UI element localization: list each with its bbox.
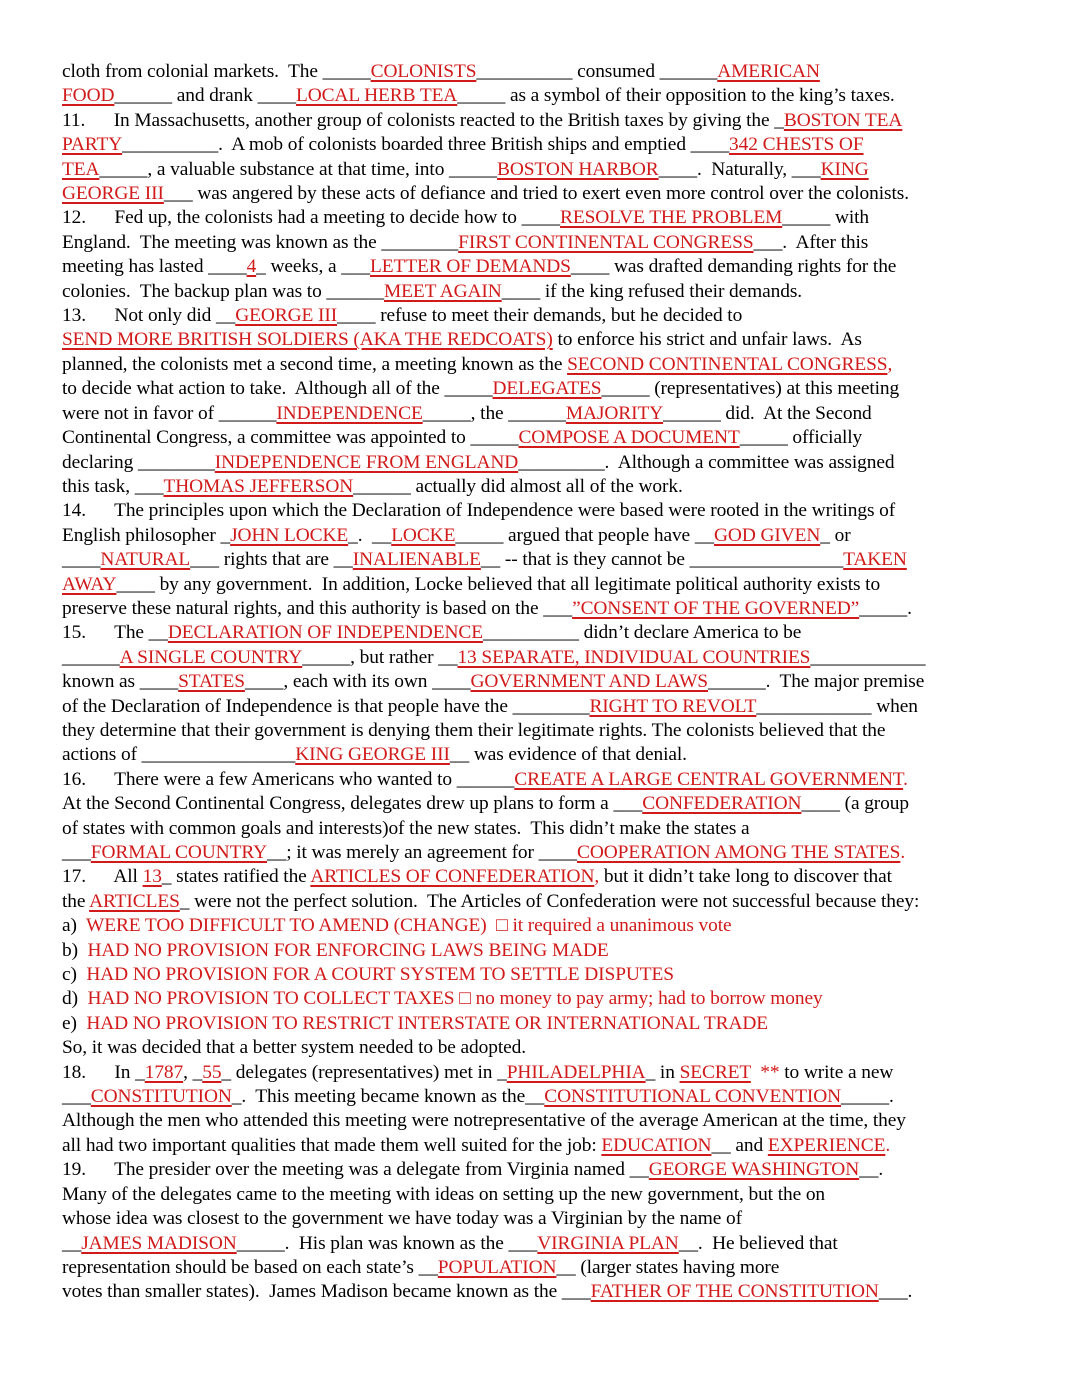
text-run: _____. His plan was known as the ___ [236, 1232, 538, 1254]
text-run: b) [62, 939, 88, 961]
text-run: _. __ [348, 524, 392, 546]
answer-text: COMPOSE A DOCUMENT [518, 427, 740, 449]
answer-text: SECOND CONTINENTAL CONGRESS [567, 353, 888, 375]
answer-text: MEET AGAIN [384, 280, 502, 302]
text-run: ____ [62, 549, 101, 571]
answer-text: , [887, 353, 893, 375]
answer-text: JOHN LOCKE [230, 524, 349, 546]
text-line [62, 573, 1020, 597]
text-run: _____, the ______ [422, 402, 566, 424]
text-run: _____, a valuable substance at that time, into _____ [99, 158, 498, 180]
text-line [62, 817, 1020, 841]
text-run: 18. In _ [62, 1061, 145, 1083]
text-run: ____, each with its own ____ [244, 671, 471, 693]
text-line [62, 60, 1020, 84]
answer-text: WERE TOO DIFFICULT TO AMEND (CHANGE) □ it required a unanimous vote [86, 915, 732, 937]
answer-text: CONSTITUTION [90, 1086, 232, 1108]
text-run: _ weeks, a ___ [256, 256, 371, 278]
text-run: all had two important qualities that made them well suited for the job: [62, 1134, 602, 1156]
worksheet-page [62, 60, 1020, 1305]
text-line [62, 158, 1020, 182]
text-run: 15. The __ [62, 622, 168, 644]
text-run: ______ did. At the Second [663, 402, 872, 424]
text-run: __ and [711, 1134, 768, 1156]
answer-text: HAD NO PROVISION FOR ENFORCING LAWS BEING MADE [87, 939, 609, 961]
answer-text: GEORGE III [62, 183, 164, 205]
text-run: __________. A mob of colonists boarded three British ships and emptied ____ [122, 134, 730, 156]
text-line [62, 1207, 1020, 1231]
text-line [62, 182, 1020, 206]
answer-text: VIRGINIA PLAN [537, 1232, 679, 1254]
text-run: a) [62, 915, 87, 937]
answer-text: POPULATION [437, 1256, 557, 1278]
text-line [62, 987, 1020, 1011]
text-run: actions of ________________ [62, 744, 296, 766]
text-run: known as ____ [62, 671, 179, 693]
text-line [62, 255, 1020, 279]
answer-text: DECLARATION OF INDEPENDENCE [167, 622, 483, 644]
text-line [62, 1061, 1020, 1085]
answer-text: BOSTON TEA [783, 109, 903, 131]
answer-text: JAMES MADISON [81, 1232, 237, 1254]
text-line [62, 377, 1020, 401]
text-run: to write a new [779, 1061, 894, 1083]
text-line [62, 548, 1020, 572]
answer-text: COLONISTS [370, 61, 477, 82]
text-run: ______ [62, 646, 120, 668]
text-run: 17. All [62, 866, 143, 888]
answer-text: DELEGATES [492, 378, 602, 400]
text-run: meeting has lasted ____ [62, 256, 247, 278]
text-run: 19. The presider over the meeting was a delegate from Virginia named __ [62, 1159, 649, 1181]
text-run: ___ [62, 842, 91, 863]
answer-text: LETTER OF DEMANDS [370, 256, 571, 278]
text-run: they determine that their government is denying them their legitimate rights. The colonists believed that the [62, 719, 886, 741]
text-line [62, 1085, 1020, 1109]
answer-text: . [900, 842, 906, 863]
text-line [62, 304, 1020, 328]
answer-text: SECRET [679, 1061, 751, 1083]
text-line [62, 792, 1020, 816]
answer-text: THOMAS JEFFERSON [163, 475, 354, 497]
text-run: d) [62, 988, 88, 1010]
text-run: 11. In Massachusetts, another group of colonists reacted to the British taxes by giving the _ [62, 109, 784, 131]
answer-text: TEA [62, 158, 100, 180]
text-run: __. He believed that [678, 1232, 838, 1254]
text-run: ______. The major premise [708, 671, 925, 693]
text-run: __; it was merely an agreement for ____ [267, 842, 578, 863]
text-run: ___ rights that are __ [190, 549, 353, 571]
answer-text: . [903, 768, 908, 790]
answer-text: GOVERNMENT AND LAWS [470, 671, 708, 693]
text-run: planned, the colonists met a second time, a meeting known as the [62, 353, 568, 375]
text-run: _ delegates (representatives) met in _ [221, 1061, 507, 1083]
answer-text: COOPERATION AMONG THE STATES [577, 842, 901, 863]
answer-text: SEND MORE BRITISH SOLDIERS (AKA THE REDCOATS) [62, 329, 553, 351]
text-line [62, 1256, 1020, 1280]
answer-text: BOSTON HARBOR [497, 158, 659, 180]
text-line [62, 84, 1020, 108]
text-line [62, 695, 1020, 719]
answer-text: GEORGE III [235, 305, 338, 327]
text-run: _ were not the perfect solution. The Articles of Confederation were not successful because they: [179, 890, 920, 912]
text-run: __ -- that is they cannot be ________________ [480, 549, 844, 571]
text-run: e) [62, 1012, 87, 1034]
text-line [62, 206, 1020, 230]
text-run: _____, but rather __ [302, 646, 458, 668]
text-run: representation should be based on each state’s __ [62, 1256, 438, 1278]
text-run: So, it was decided that a better system needed to be adopted. [62, 1037, 526, 1059]
answer-text: INALIENABLE [352, 549, 481, 571]
answer-text: RIGHT TO REVOLT [589, 695, 757, 717]
answer-text: FOOD [62, 85, 115, 107]
answer-text: ”CONSENT OF THE GOVERNED” [572, 597, 860, 619]
text-run: __ was evidence of that denial. [449, 744, 687, 766]
answer-text: LOCAL HERB TEA [295, 85, 458, 107]
answer-text: INDEPENDENCE FROM ENGLAND [214, 451, 519, 473]
text-line [62, 1109, 1020, 1133]
text-run: ______ and drank ____ [114, 85, 296, 107]
answer-text: INDEPENDENCE [276, 402, 423, 424]
text-run: were not in favor of ______ [62, 402, 277, 424]
text-run: ____. Naturally, ___ [658, 158, 821, 180]
text-run: votes than smaller states). James Madison became known as the ___ [62, 1281, 591, 1303]
text-run: declaring ________ [62, 451, 215, 473]
text-line [62, 524, 1020, 548]
text-line [62, 768, 1020, 792]
text-run: 14. The principles upon which the Declaration of Independence were based were rooted in the writings of [62, 500, 896, 522]
text-run: _____ argued that people have __ [455, 524, 715, 546]
text-line [62, 1158, 1020, 1182]
text-run: preserve these natural rights, and this authority is based on the ___ [62, 597, 573, 619]
text-line [62, 914, 1020, 938]
text-run: __. [859, 1159, 884, 1181]
answer-text: . [885, 1134, 891, 1156]
answer-text: 4 [246, 256, 257, 278]
answer-text: 1787 [144, 1061, 184, 1083]
answer-text: ARTICLES OF CONFEDERATION [310, 866, 595, 888]
text-run: colonies. The backup plan was to ______ [62, 280, 384, 302]
text-run: but it didn’t take long to discover that [599, 866, 892, 888]
text-line [62, 328, 1020, 352]
text-run: ___. [878, 1281, 913, 1303]
text-run: of states with common goals and interests)of the new states. This didn’t make the states a [62, 817, 750, 839]
text-run: 16. There were a few Americans who wanted to ______ [62, 768, 515, 790]
text-run: 13. Not only did __ [62, 305, 236, 327]
text-run: , _ [183, 1061, 203, 1083]
text-run: ____ was drafted demanding rights for the [570, 256, 897, 278]
answer-text: CONFEDERATION [642, 793, 802, 815]
text-run: _________. Although a committee was assigned [518, 451, 895, 473]
text-run: _____ as a symbol of their opposition to the king’s taxes. [457, 85, 895, 107]
text-run: At the Second Continental Congress, delegates drew up plans to form a ___ [62, 793, 643, 815]
answer-text: LOCKE [391, 524, 456, 546]
answer-text: GOD GIVEN [714, 524, 821, 546]
answer-text: EXPERIENCE [767, 1134, 886, 1156]
answer-text: A SINGLE COUNTRY [119, 646, 303, 668]
text-run: whose idea was closest to the government we have today was a Virginian by the name of [62, 1208, 742, 1230]
answer-text: ** [750, 1061, 780, 1083]
answer-text: GEORGE WASHINGTON [648, 1159, 860, 1181]
text-run: _. This meeting became known as the__ [231, 1086, 545, 1108]
text-line [62, 743, 1020, 767]
answer-text: RESOLVE THE PROBLEM [560, 207, 783, 229]
answer-text: 342 CHESTS OF [729, 134, 864, 156]
answer-text: HAD NO PROVISION FOR A COURT SYSTEM TO SETTLE DISPUTES [86, 964, 674, 986]
text-run: _ or [820, 524, 851, 546]
text-line [62, 865, 1020, 889]
text-run: _____ officially [739, 427, 863, 449]
text-line [62, 475, 1020, 499]
answer-text: HAD NO PROVISION TO COLLECT TAXES □ no money to pay army; had to borrow money [87, 988, 823, 1010]
text-line [62, 109, 1020, 133]
answer-text: PARTY [62, 134, 123, 156]
text-line [62, 353, 1020, 377]
answer-text: FIRST CONTINENTAL CONGRESS [458, 231, 754, 253]
text-run: __________ didn’t declare America to be [482, 622, 802, 644]
answer-text: 13 SEPARATE, INDIVIDUAL COUNTRIES [457, 646, 811, 668]
text-run: ___ [62, 1086, 91, 1108]
text-line [62, 646, 1020, 670]
answer-text: CREATE A LARGE CENTRAL GOVERNMENT [514, 768, 904, 790]
text-run: ____________ when [756, 695, 918, 717]
text-run: Many of the delegates came to the meeting with ideas on setting up the new government, but the on [62, 1183, 826, 1205]
text-line [62, 231, 1020, 255]
text-run: Continental Congress, a committee was appointed to _____ [62, 427, 519, 449]
text-line [62, 939, 1020, 963]
answer-text: FATHER OF THE CONSTITUTION [590, 1281, 879, 1303]
answer-text: , [594, 866, 600, 888]
text-line [62, 280, 1020, 304]
text-run: of the Declaration of Independence is that people have the ________ [62, 695, 590, 717]
text-line [62, 963, 1020, 987]
answer-text: KING [820, 158, 869, 180]
text-run: the [62, 890, 90, 912]
text-line [62, 841, 1020, 865]
answer-text: 55 [202, 1061, 222, 1083]
answer-text: TAKEN [843, 549, 907, 571]
text-line [62, 670, 1020, 694]
text-run: England. The meeting was known as the ________ [62, 231, 459, 253]
answer-text: PHILADELPHIA [506, 1061, 646, 1083]
text-run: this task, ___ [62, 475, 164, 497]
text-run: ____ refuse to meet their demands, but he decided to [337, 305, 743, 327]
text-run: _ states ratified the [161, 866, 311, 888]
answer-text: CONSTITUTIONAL CONVENTION [544, 1086, 842, 1108]
answer-text: KING GEORGE III [295, 744, 450, 766]
text-line [62, 499, 1020, 523]
text-line [62, 621, 1020, 645]
answer-text: EDUCATION [601, 1134, 712, 1156]
text-line [62, 719, 1020, 743]
text-run: _ in [645, 1061, 680, 1083]
text-line [62, 1134, 1020, 1158]
text-run: to decide what action to take. Although all of the _____ [62, 378, 493, 400]
text-run: ____ by any government. In addition, Locke believed that all legitimate political authority exists to [116, 573, 881, 595]
text-run: _____ with [782, 207, 870, 229]
answer-text: HAD NO PROVISION TO RESTRICT INTERSTATE OR INTERNATIONAL TRADE [86, 1012, 769, 1034]
text-run: ____________ [810, 646, 926, 668]
answer-text: AWAY [62, 573, 117, 595]
answer-text: ARTICLES [89, 890, 180, 912]
text-run: ___ was angered by these acts of defiance and tried to exert even more control over the colonists. [163, 183, 909, 205]
text-run: to enforce his strict and unfair laws. As [552, 329, 862, 351]
text-run: 12. Fed up, the colonists had a meeting to decide how to ____ [62, 207, 561, 229]
text-run: __ [62, 1232, 82, 1254]
text-line [62, 1012, 1020, 1036]
text-run: _____. [859, 597, 912, 619]
text-run: cloth from colonial markets. The _____ [62, 61, 371, 82]
text-line [62, 1232, 1020, 1256]
text-run: __________ consumed ______ [476, 61, 718, 82]
text-run: Although the men who attended this meeting were notrepresentative of the average American at the time, they [62, 1110, 906, 1132]
text-run: English philosopher _ [62, 524, 231, 546]
text-line [62, 597, 1020, 621]
text-line [62, 133, 1020, 157]
text-line [62, 402, 1020, 426]
answer-text: MAJORITY [565, 402, 664, 424]
text-line [62, 426, 1020, 450]
answer-text: 13 [142, 866, 162, 888]
text-line [62, 1183, 1020, 1207]
text-run: ____ (a group [801, 793, 909, 815]
text-run: c) [62, 964, 87, 986]
text-line [62, 890, 1020, 914]
text-run: ____ if the king refused their demands. [501, 280, 803, 302]
answer-text: STATES [178, 671, 245, 693]
text-run: _____. [841, 1086, 894, 1108]
text-line [62, 451, 1020, 475]
text-line [62, 1280, 1020, 1304]
text-line [62, 1036, 1020, 1060]
answer-text: NATURAL [100, 549, 191, 571]
text-run: _____ (representatives) at this meeting [601, 378, 900, 400]
text-run: ___. After this [753, 231, 869, 253]
text-run: __ (larger states having more [556, 1256, 780, 1278]
answer-text: FORMAL COUNTRY [90, 842, 267, 863]
answer-text: AMERICAN [717, 61, 820, 82]
text-run: ______ actually did almost all of the work. [353, 475, 683, 497]
